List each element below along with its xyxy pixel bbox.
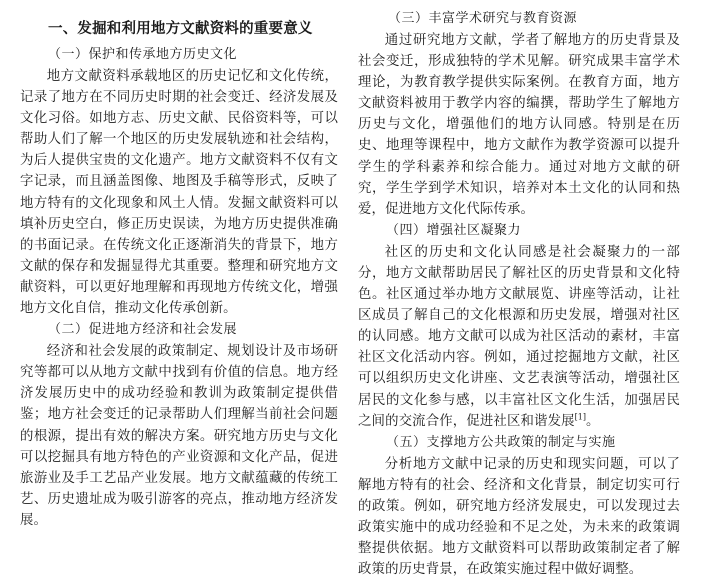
section-heading-1: （一）保护和传承地方历史文化 [48,47,238,62]
section-heading-4: （四）增强社区凝聚力 [386,222,522,238]
section-paragraph-2: 经济和社会发展的政策制定、规划设计及市场研究等都可以从地方文献中找到有价值的信息。地方经济发展历史中的成功经验和教训为政策制定提供借鉴；地方社会变迁的记录帮助人们理解当前社会问题的根源，提出有效的解决方案。研究地方历史与文化可以挖掘具有地方特色的产业资源和文化产品，促进旅游业及手工艺品产业发展。地方文献蕴藏的传统工艺、历史遗址成为吸引游客的亮点，推动地方经济发展。 [20,344,338,528]
section-paragraph-4-end: 。 [586,413,600,429]
right-column [358,0,680,580]
section-heading-2: （二）促进地方经济和社会发展 [48,322,238,338]
section-paragraph-5: 分析地方文献中记录的历史和现实问题，可以了解地方特有的社会、经济和文化背景，制定切实可行的政策。例如，研究地方经济发展史，可以发现过去政策实施中的成功经验和不足之处，为未来的政策调整提供依据。地方文献资料可以帮助政策制定者了解政策的历史背景，在政策实施过程中做好调整。 [358,456,680,578]
section-paragraph-3: 通过研究地方文献，学者了解地方的历史背景及社会变迁，形成独特的学术见解。研究成果丰富学术理论，为教育教学提供实际案例。在教育方面，地方文献资料被用于教学内容的编撰，帮助学生了解地方历史与文化，增强他们的地方认同感。特别是在历史、地理等课程中，地方文献作为教学资源可以提升学生的学科素养和综合能力。通过对地方文献的研究，学生学到学术知识，培养对本土文化的认同和热爱，促进地方文化代际传承。 [358,33,680,217]
citation-ref[interactable]: [1] [574,412,586,422]
section-paragraph-4-text: 社区的历史和文化认同感是社会凝聚力的一部分，地方文献帮助居民了解社区的历史背景和文化特色。社区通过举办地方文献展览、讲座等活动，让社区成员了解自己的文化根源和历史发展，增强对社区的认同感。地方文献可以成为社区活动的素材，丰富社区文化活动内容。例如，通过挖掘地方文献，社区可以组织历史文化讲座、文艺表演等活动，增强社区居民的文化参与感，以丰富社区文化生活，加强居民之间的交流合作，促进社区和谐发展 [358,244,680,429]
section-paragraph-1: 地方文献资料承载地区的历史记忆和文化传统，记录了地方在不同历史时期的社会变迁、经济发展及文化习俗。如地方志、历史文献、民俗资料等，可以帮助人们了解一个地区的历史发展轨迹和社会结构，为后人提供宝贵的文化遗产。地方文献资料不仅有文字记录，而且涵盖图像、地图及手稿等形式，反映了地方特有的文化现象和风土人情。发掘文献资料可以填补历史空白，修正历史误读，为地方历史提供准确的书面记录。在传统文化正逐渐消失的背景下，地方文献的保存和发掘显得尤其重要。整理和研究地方文献资料，可以更好地理解和再现地方传统文化，增强地方文化自信，推动文化传承创新。 [20,69,338,317]
section-heading-3: （三）丰富学术研究与教育资源 [388,11,578,26]
section-heading-5: （五）支撑地方公共政策的制定与实施 [386,434,616,450]
section-paragraph-4 [358,242,680,432]
main-heading: 一、发掘和利用地方文献资料的重要意义 [48,21,313,37]
left-column [20,0,338,531]
